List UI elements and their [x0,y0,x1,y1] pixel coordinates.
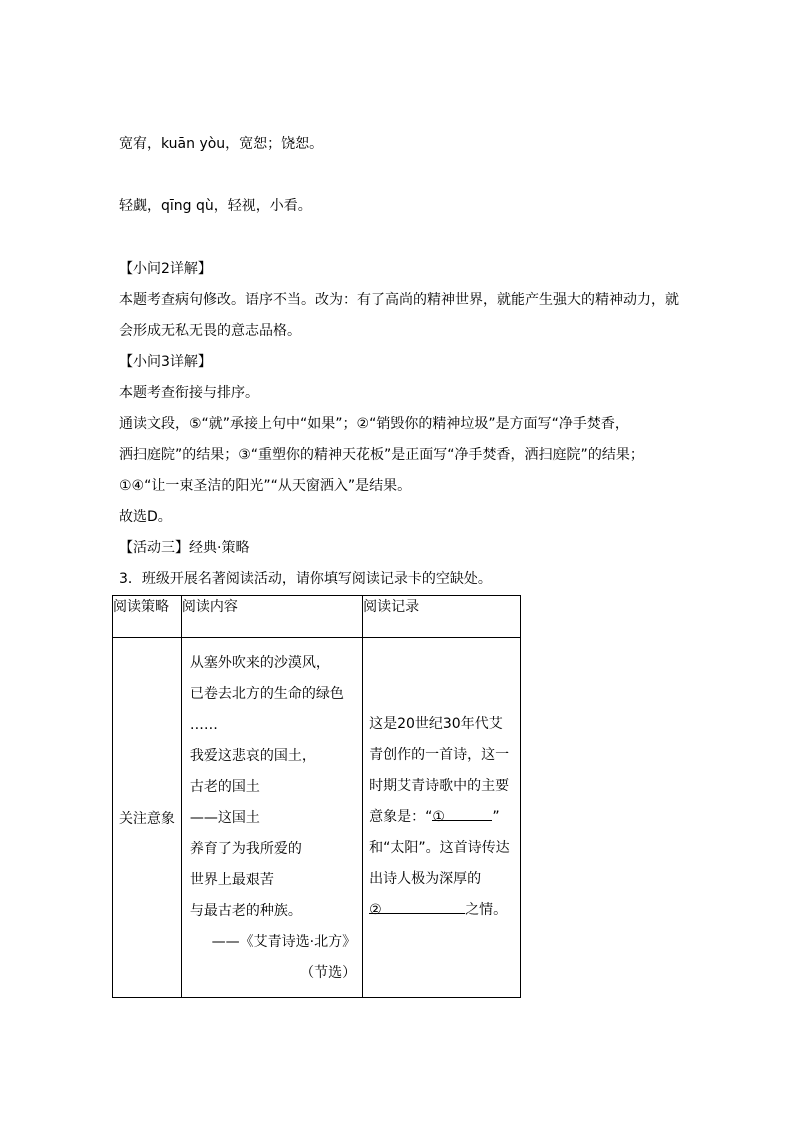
poem-line: 已卷去北方的生命的绿色 [189,686,344,702]
header-record: 阅读记录 [363,596,521,638]
record-line [369,895,520,926]
poem-cell [181,638,362,998]
poem-source: ——《艾青诗选·北方》 [211,934,357,950]
question-3: 3．班级开展名著阅读活动，请你填写阅读记录卡的空缺处。 [119,571,492,587]
table-header-row [113,596,521,638]
text-line-10: ①④“让一束圣洁的阳光”“从天窗洒入”是结果。 [119,478,412,494]
blank-label: ② [369,902,382,918]
text-line-4: 本题考查病句修改。语序不当。改为：有了高尚的精神世界，就能产生强大的精神动力，就 [119,292,679,308]
text-line-5: 会形成无私无畏的意志品格。 [119,323,301,339]
section-heading-q3: 【小问3详解】 [119,354,212,370]
text-line-1: 宽宥，kuān yòu，宽恕；饶恕。 [119,136,324,152]
record-line: 这是20世纪30年代艾 [369,716,503,732]
record-line: 青创作的一首诗，这一 [369,747,510,763]
record-line: 和“太阳”。这首诗传达 [369,840,510,856]
poem-line: 养育了为我所爱的 [189,841,302,857]
record-text: 之情。 [465,902,508,918]
header-content: 阅读内容 [181,596,362,638]
poem-line: 与最古老的种族。 [189,903,302,919]
record-line: 出诗人极为深厚的 [369,871,482,887]
text-line-2: 轻觑，qīng qù，轻视，小看。 [119,198,312,214]
strategy-cell: 关注意象 [113,638,182,998]
poem-line: …… [189,717,218,733]
poem-line: 从塞外吹来的沙漠风， [189,655,330,671]
blank-label: ① [432,809,445,825]
record-line: 时期艾青诗歌中的主要 [369,778,510,794]
poem-excerpt-note: （节选） [300,965,357,981]
record-text: ” [492,809,500,825]
section-heading-q2: 【小问2详解】 [119,261,212,277]
poem-line: 我爱这悲哀的国土， [189,748,316,764]
activity-heading: 【活动三】经典·策略 [119,540,250,556]
record-cell [363,638,521,998]
text-line-7: 本题考查衔接与排序。 [119,385,259,401]
record-line [369,802,520,833]
reading-record-table [112,595,521,998]
text-line-9: 洒扫庭院”的结果；③“重塑你的精神天花板”是正面写“净手焚香，洒扫庭院”的结果； [119,447,644,463]
poem-line: 古老的国土 [189,779,260,795]
answer-blank-2[interactable] [369,895,465,918]
answer-blank-1[interactable] [432,802,492,825]
record-text: 意象是：“ [369,809,433,825]
poem-line: ——这国土 [189,810,260,826]
header-strategy: 阅读策略 [113,596,182,638]
text-line-8: 通读文段，⑤“就”承接上句中“如果”；②“销毁你的精神垃圾”是方面写“净手焚香， [119,416,629,432]
table-row [113,638,521,998]
poem-line: 世界上最艰苦 [189,872,274,888]
text-line-11: 故选D。 [119,509,172,525]
